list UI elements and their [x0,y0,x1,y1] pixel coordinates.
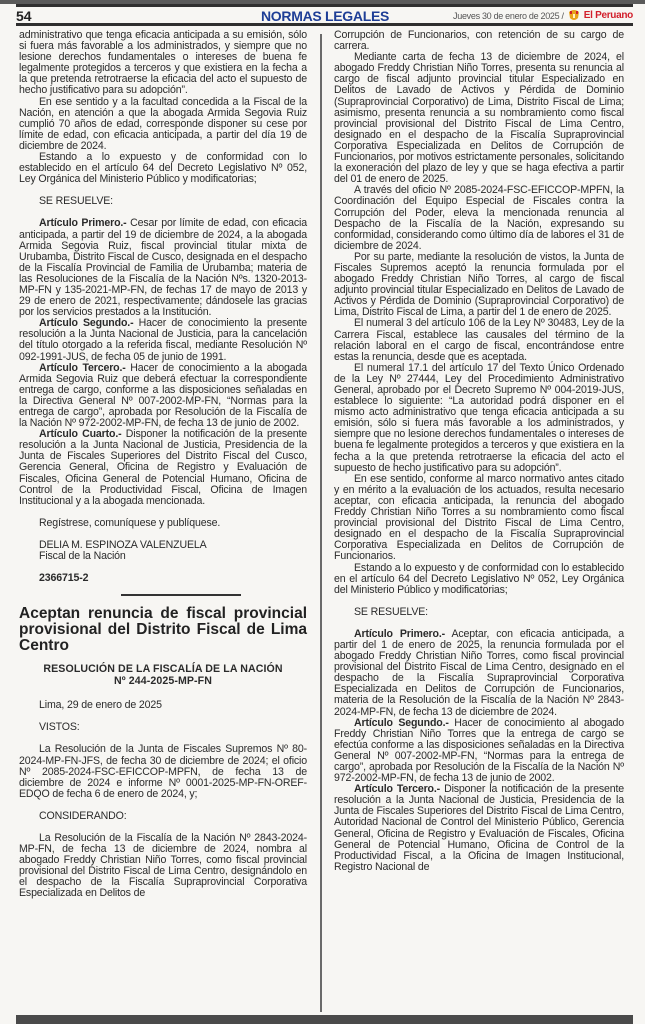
paragraph: administrativo que tenga eficacia anticipada a su emisión, sólo si fuera más favorable a los administrados, y siempre que no lesione derechos fundamentales o intereses de buena fe legalmente protegidos a terceros y que existiera en la fecha a la que pretenda retrotraerse la eficacia del acto el supuesto de hecho justificativo para su adopción”. [19,29,307,97]
column-divider [320,34,322,1012]
article-4 [19,429,307,507]
bottom-rule [16,1015,633,1024]
article-label: Artículo Segundo.- [39,317,134,330]
page-header [16,4,633,26]
se-resuelve-heading: SE RESUELVE: [39,195,113,208]
article-3 [334,784,624,873]
resolution-number: Nº 244-2025-MP-FN [113,674,212,687]
se-resuelve-heading: SE RESUELVE: [354,605,428,618]
article-label: Artículo Tercero.- [39,361,126,374]
closing-formula: Regístrese, comuníquese y publíquese. [39,516,221,529]
article-label: Artículo Primero.- [39,217,127,230]
vistos-text: La Resolución de la Junta de Fiscales Supremos Nº 80-2024-MP-FN-JFS, de fecha 30 de diciembre de 2024; el oficio Nº 2085-2024-FSC-EFICCOP-MPFN, de fecha 13 de diciembre de 2024 e informe Nº 0001-2025-MP-FN-OREF-EDQO de fecha 6 de enero de 2024, y; [19,743,307,800]
article-3 [19,363,307,430]
paragraph: Por su parte, mediante la resolución de vistos, la Junta de Fiscales Supremos aceptó la renuncia formulada por el abogado Freddy Christian Niño Torres, al cargo de fiscal adjunto provincial titular Especializado en Delitos de Lavado de Activos y Pérdida de Dominio (Supraprovincial Corporativo) de Lima, Distrito Fiscal de Lima, a partir del 1 de enero de 2025. [334,250,624,319]
article-label: Artículo Tercero.- [354,783,441,796]
paragraph: A través del oficio Nº 2085-2024-FSC-EFICCOP-MPFN, la Coordinación del Equipo Especial de Fiscales contra la Corrupción del Poder, eleva la mencionada renuncia al Despacho de la Fiscalía de la Nación, expresando su conformidad, considerando como último día de labores el 31 de diciembre de 2024. [334,184,624,252]
article-1 [19,218,307,318]
paragraph: Corrupción de Funcionarios, con retención de su cargo de carrera. [334,29,624,53]
header-right [453,9,633,22]
vistos-heading: VISTOS: [39,721,80,734]
resolution-title [19,664,307,687]
separator-line [121,594,241,596]
article-1 [334,629,624,718]
brand-name: El Peruano [583,10,633,21]
article-text: Hacer de conocimiento la presente resolución a la Junta Nacional de Justicia, para la cancelación del título otorgado a la referida fiscal, mediante Resolución Nº 092-1991-JUS, de fecha 05 de junio de 1991. [19,317,307,363]
paragraph: En ese sentido y a la facultad concedida a la Fiscal de la Nación, en atención a que la abogada Armida Segovia Ruiz cumplió 70 años de edad, corresponde disponer su cese por límite de edad, con eficacia anticipada, a partir del día 19 de diciembre de 2024. [19,95,307,152]
considerando-text: La Resolución de la Fiscalía de la Nación Nº 2843-2024-MP-FN, de fecha 13 de diciembre de 2024, nombra al abogado Freddy Christian Niño Torres, como fiscal provincial provisional del Distrito Fiscal de Lima Centro, designándolo en el despacho de la Fiscalía Supraprovincial Corporativa Especializada en Delitos de [19,831,307,900]
paragraph: El numeral 3 del artículo 106 de la Ley Nº 30483, Ley de la Carrera Fiscal, establece las causales del término de la relación laboral en el cargo de fiscal, encontrándose entre estas la renuncia, desde que es aceptada. [334,317,624,363]
considerando-heading: CONSIDERANDO: [39,809,127,822]
paragraph: Estando a lo expuesto y de conformidad con lo establecido en el artículo 64 del Decreto Legislativo Nº 052, Ley Orgánica del Ministerio Público y modificatorias; [19,151,307,186]
paragraph: El numeral 17.1 del artículo 17 del Texto Único Ordenado de la Ley Nº 27444, Ley del Procedimiento Administrativo General, aprobado por el Decreto Supremo Nº 004-2019-JUS, establece lo siguiente: “La autoridad podrá disponer en el mismo acto administrativo que tenga eficacia anticipada a su emisión, sólo si fuera más favorable a los administrados, y siempre que no lesione derechos fundamentales o intereses de buena fe legalmente protegidos a terceros y que existiera en la fecha a la que pretenda retrotraerse la eficacia del acto el supuesto de hecho justificativo para su adopción”. [334,361,624,474]
article-text: Disponer la notificación de la presente resolución a la Junta Nacional de Justicia, Presidencia de la Junta de Fiscales Superiores del Distrito Fiscal del Cusco, Gerencia General, Oficina de Registro y Evaluación de Fiscales, Oficina General de Potencial Humano, Oficina de Control de la Productividad Fiscal, Oficina de Imagen Institucional y a la abogada mencionada. [19,428,307,507]
reference-code: 2366715-2 [39,572,89,585]
right-column [334,30,624,873]
signatory-role: Fiscal de la Nación [39,550,126,563]
section-title: NORMAS LEGALES [261,8,390,24]
left-column [19,30,307,900]
article-text: Disponer la notificación de la presente resolución a la Junta Nacional de Justicia, Presidencia de la Junta de Fiscales Superiores del Distrito Fiscal de Lima Centro, Autoridad Nacional de Control del Ministerio Público, Gerencia General, Oficina de Registro y Evaluación de Fiscales, Oficina General de Potencial Humano, Oficina de Control de la Productividad Fiscal, a la Oficina de Imagen Institucional, Registro Nacional de [334,783,624,873]
article-2 [19,318,307,362]
article-label: Artículo Cuarto.- [39,428,122,441]
paragraph: Estando a lo expuesto y de conformidad con lo establecido en el artículo 64 del Decreto Legislativo Nº 052, Ley Orgánica del Ministerio Público y modificatorias; [334,561,624,596]
item-title: Aceptan renuncia de fiscal provincial provisional del Distrito Fiscal de Lima Centro [19,605,307,655]
page-number: 54 [16,8,32,24]
article-2 [334,718,624,785]
signatory-name: DELIA M. ESPINOZA VALENZUELA [39,538,207,551]
article-text: Cesar por límite de edad, con eficacia anticipada, a partir del 19 de diciembre de 2024, a la abogada Armida Segovia Ruiz, fiscal provincial titular mixta de Urubamba, Distrito Fiscal de Cusco, designada en el despacho de la Fiscalía Provincial de Familia de Urubamba; materia de las Resoluciones de la Fiscalía de la Nación Nºs. 1320-2013-MP-FN y 135-2021-MP-FN, de fechas 17 de mayo de 2013 y 29 de enero de 2021, respectivamente; dándosele las gracias por los servicios prestados a la Institución. [19,217,307,319]
article-label: Artículo Primero.- [354,627,446,640]
article-text: Aceptar, con eficacia anticipada, a partir del 1 de enero de 2025, la renuncia formulada por el abogado Freddy Christian Niño Torres, como fiscal provincial provisional del Distrito Fiscal de Lima Centro, designado en el despacho de la Fiscalía Supraprovincial Corporativa Especializada en Delitos de Corrupción de Funcionarios, materia de la Resolución de la Fiscalía de la Nación Nº 2843-2024-MP-FN, de fecha 13 de diciembre de 2024. [334,627,625,718]
coat-of-arms-icon [567,9,581,22]
article-label: Artículo Segundo.- [354,716,449,729]
article-text: Hacer de conocimiento a la abogada Armida Segovia Ruiz que deberá efectuar la correspondiente entrega de cargo, conforme a las disposiciones señaladas en la Directiva General Nº 007-2002-MP-FN, “Normas para la entrega de cargo”, aprobada por Resolución de la Fiscalía de la Nación Nº 972-2002-MP-FN, de fecha 13 de junio de 2002. [19,361,307,430]
paragraph: Mediante carta de fecha 13 de diciembre de 2024, el abogado Freddy Christian Niño Torres, presenta su renuncia al cargo de fiscal adjunto provincial titular Especializado en Delitos de Lavado de Activos y Pérdida de Dominio (Supraprovincial Corporativo) de Lima, Distrito Fiscal de Lima; asimismo, presenta renuncia a su nombramiento como fiscal provincial provisional del Distrito Fiscal de Lima Centro, designado en el despacho de la Fiscalía Supraprovincial Corporativa Especializada en Delitos de Corrupción de Funcionarios, por motivos estrictamente personales, solicitando la exoneración del plazo de ley y que se haga efectiva a partir del 01 de enero de 2025. [334,51,624,186]
place-date: Lima, 29 de enero de 2025 [39,699,162,712]
resolution-line-1: RESOLUCIÓN DE LA FISCALÍA DE LA NACIÓN [43,663,283,676]
publication-date: Jueves 30 de enero de 2025 / [453,10,564,21]
article-text: Hacer de conocimiento al abogado Freddy Christian Niño Torres que la entrega de cargo se efectúa conforme a las disposiciones señaladas en la Directiva General Nº 007-2002-MP-FN, “Normas para la entrega de cargo”, aprobada por Resolución de la Fiscalía de la Nación Nº 972-2002-MP-FN, de fecha 13 de junio de 2002. [334,716,624,785]
paragraph: En ese sentido, conforme al marco normativo antes citado y en mérito a la evaluación de los actuados, resulta necesario aceptar, con eficacia anticipada, la renuncia del abogado Freddy Christian Niño Torres a su nombramiento como fiscal provincial provisional del Distrito Fiscal de Lima Centro, designado en el despacho de la Fiscalía Supraprovincial Corporativa Especializada en Delitos de Corrupción de Funcionarios. [334,472,624,563]
